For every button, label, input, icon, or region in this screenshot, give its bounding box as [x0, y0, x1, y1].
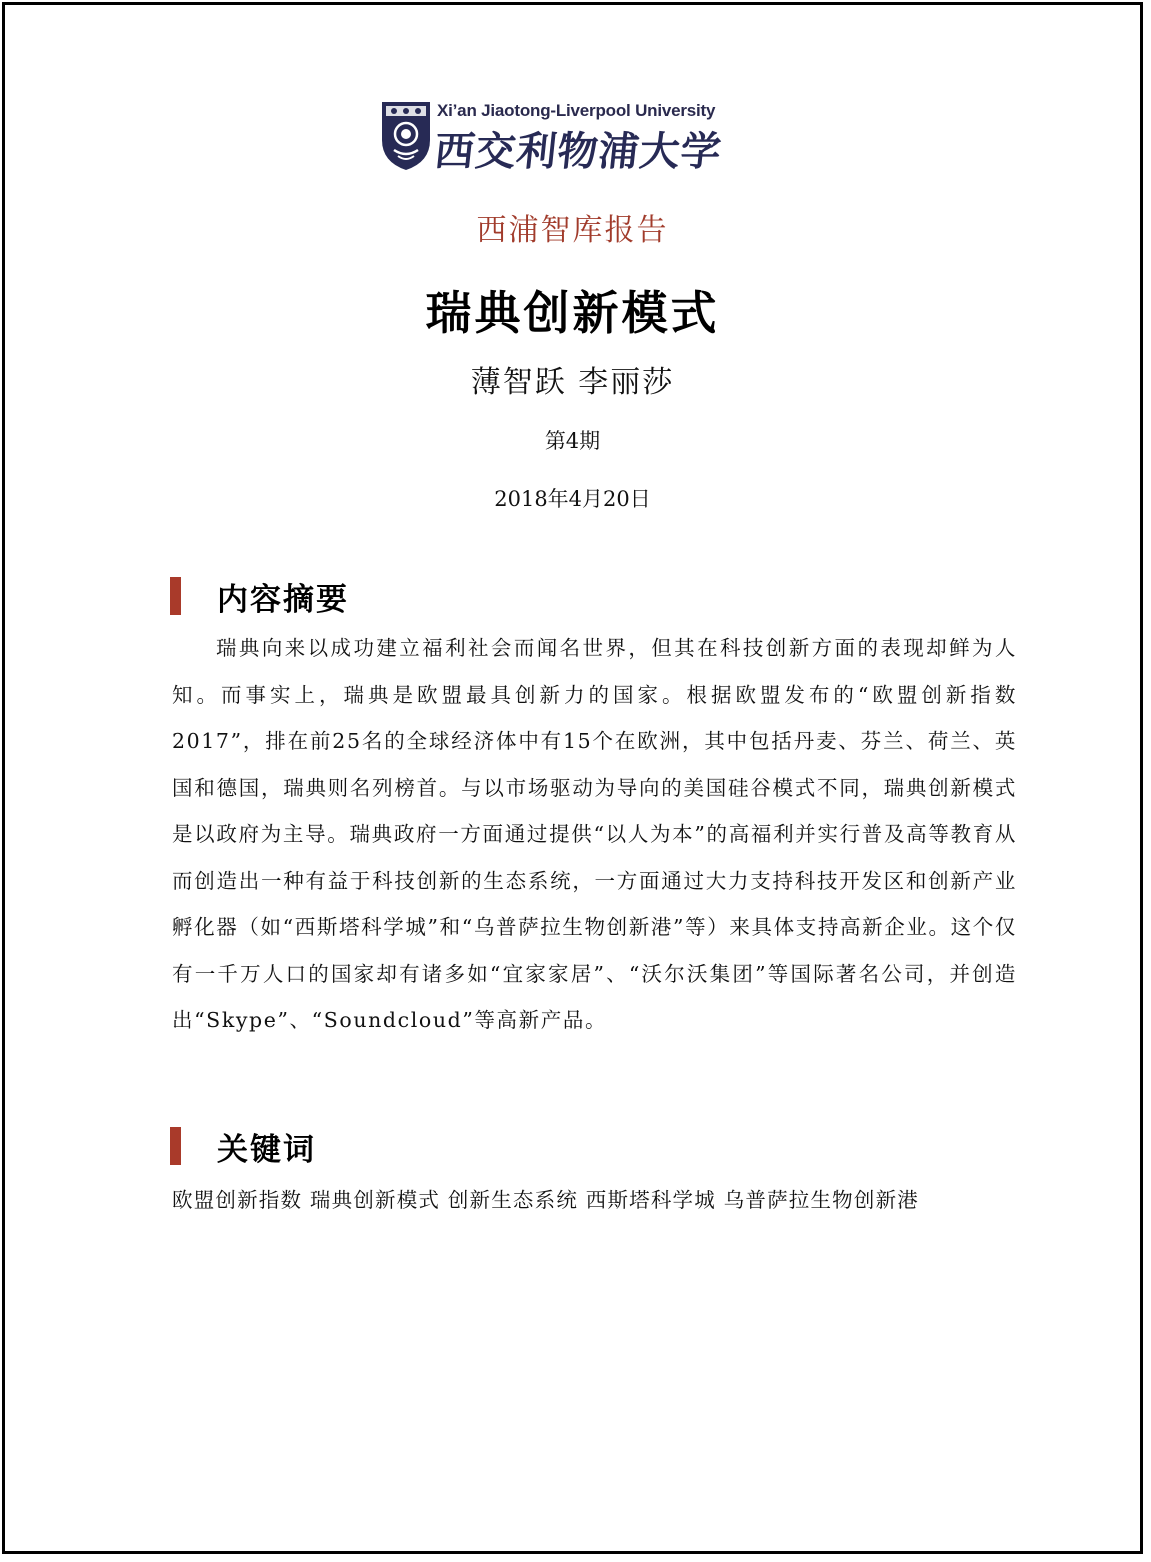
abstract-heading — [170, 576, 349, 616]
section-marker — [170, 1127, 181, 1165]
report-series: 西浦智库报告 — [476, 213, 669, 248]
university-name-cn: 西交利物浦大学 — [432, 129, 725, 175]
report-cover-page — [2, 2, 1143, 1554]
keywords-text: 欧盟创新指数 瑞典创新模式 创新生态系统 西斯塔科学城 乌普萨拉生物创新港 — [172, 1188, 919, 1212]
abstract-text: 瑞典向来以成功建立福利社会而闻名世界，但其在科技创新方面的表现却鲜为人知。而事实上，瑞典是欧盟最具创新力的国家。根据欧盟发布的“欧盟创新指数2017”，排在前25名的全球经济体中有15个在欧洲，其中包括丹麦、芬兰、荷兰、英国和德国，瑞典则名列榜首。与以市场驱动为导向的美国硅谷模式不同，瑞典创新模式是以政府为主导。瑞典政府一方面通过提供“以人为本”的高福利并实行普及高等教育从而创造出一种有益于科技创新的生态系统，一方面通过大力支持科技开发区和创新产业孵化器（如“西斯塔科学城”和“乌普萨拉生物创新港”等）来具体支持高新企业。这个仅有一千万人口的国家却有诸多如“宜家家居”、“沃尔沃集团”等国际著名公司，并创造出“Skype”、“Soundcloud”等高新产品。 — [172, 636, 1017, 1032]
section-marker — [170, 577, 181, 615]
report-date: 2018年4月20日 — [494, 487, 651, 511]
report-authors: 薄智跃 李丽莎 — [470, 365, 675, 400]
keywords-heading — [170, 1126, 316, 1166]
keywords-heading-label: 关键词 — [217, 1131, 316, 1168]
report-issue: 第4期 — [544, 429, 601, 453]
abstract-heading-label: 内容摘要 — [217, 581, 349, 618]
university-name-en: Xi’an Jiaotong-Liverpool University — [437, 101, 716, 120]
report-title: 瑞典创新模式 — [425, 286, 720, 340]
university-crest-icon — [380, 100, 432, 172]
university-logo — [380, 100, 780, 175]
